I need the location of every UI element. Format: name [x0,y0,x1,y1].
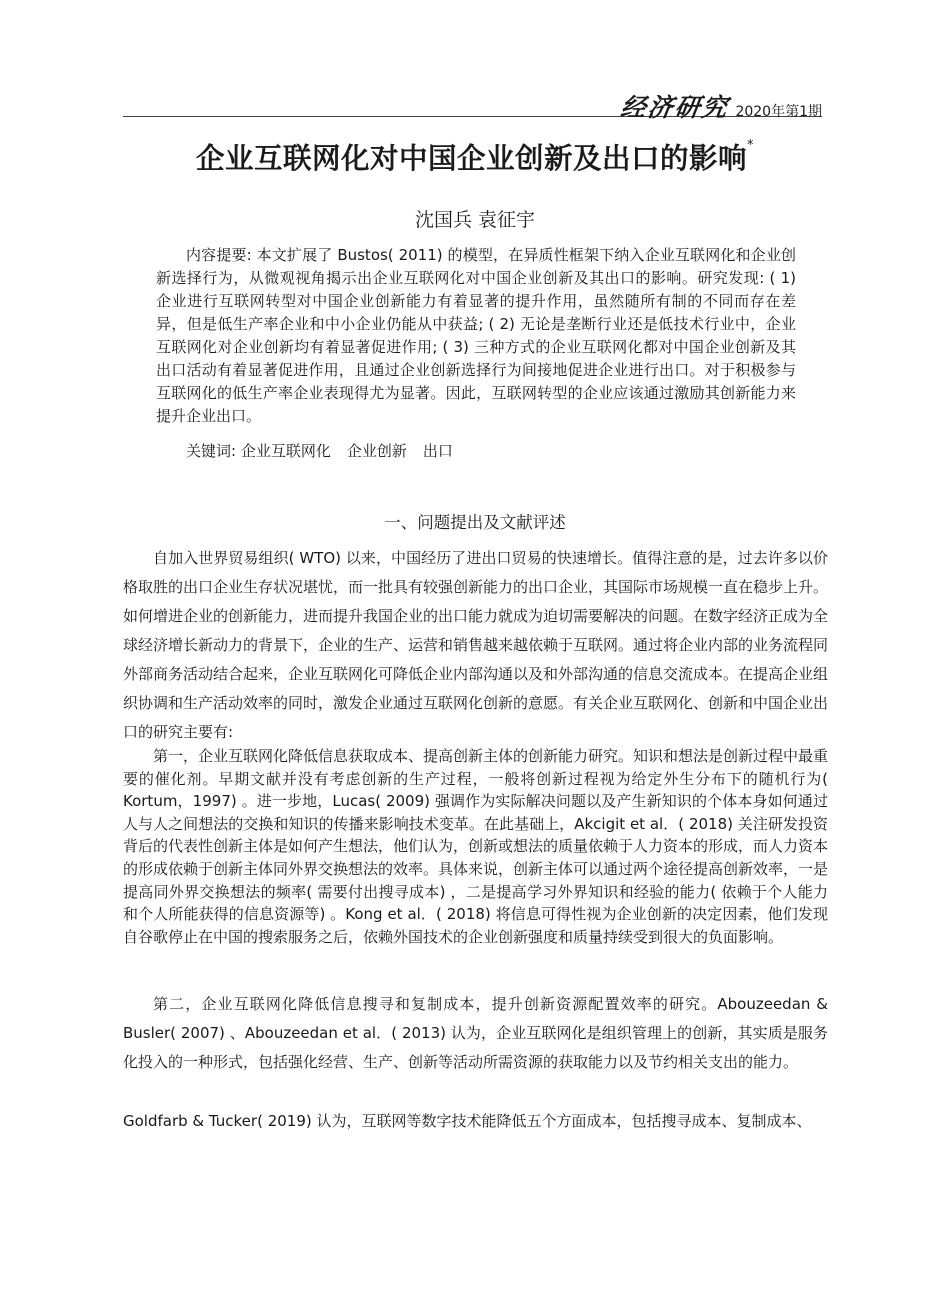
keywords-label: 关键词: [186,442,241,460]
journal-logo: 经济研究 [619,93,732,122]
body-paragraph-4: Goldfarb & Tucker( 2019) 认为，互联网等数字技术能降低五个方面成本，包括搜寻成本、复制成本、 [123,1112,812,1130]
journal-masthead [621,88,822,124]
paper-title-text: 企业互联网化对中国企业创新及出口的影响 [195,142,747,175]
abstract: 内容提要: 本文扩展了 Bustos( 2011) 的模型，在异质性框架下纳入企业互联网化和企业创新选择行为，从微观视角揭示出企业互联网化对中国企业创新及其出口的影响。研究发现: ( 1) 企业进行互联网转型对中国企业创新能力有着显著的提升作用，虽然随所有制的不同而存在差异，但是低生产率企业和中小企业仍能从中获益; ( 2) 无论是垄断行业还是低技术行业中，企业互联网化对企业创新均有着显著促进作用; ( 3) 三种方式的企业互联网化都对中国企业创新及其出口活动有着显著促进作用，且通过企业创新选择行为间接地促进企业进行出口。对于积极参与互联网化的低生产率企业表现得尤为显著。因此，互联网转型的企业应该通过激励其创新能力来提升企业出口。 [156,246,796,425]
body-paragraph-2: 第一，企业互联网化降低信息获取成本、提高创新主体的创新能力研究。知识和想法是创新过程中最重要的催化剂。早期文献并没有考虑创新的生产过程，一般将创新过程视为给定外生分布下的随机行为( Kortum，1997) 。进一步地，Lucas( 2009) 强调作为实际解决问题以及产生新知识的个体本身如何通过人与人之间想法的交换和知识的传播来影响技术变革。在此基础上，Akcigit et al．( 2018) 关注研发投资背后的代表性创新主体是如何产生想法，他们认为，创新或想法的质量依赖于人力资本的形成，而人力资本的形成依赖于创新主体同外界交换想法的效率。具体来说，创新主体可以通过两个途径提高创新效率，一是提高同外界交换想法的频率( 需要付出搜寻成本) ，二是提高学习外界知识和经验的能力( 依赖于个人能力和个人所能获得的信息资源等) 。Kong et al．( 2018) 将信息可得性视为企业创新的决定因素，他们发现自谷歌停止在中国的搜索服务之后，依赖外国技术的企业创新强度和质量持续受到很大的负面影响。 [123,747,829,946]
keyword-3: 出口 [422,442,453,460]
body-paragraph-3: 第二，企业互联网化降低信息搜寻和复制成本，提升创新资源配置效率的研究。Abouzeedan & Busler( 2007) 、Abouzeedan et al．( 2013) 认为，企业互联网化是组织管理上的创新，其实质是服务化投入的一种形式，包括强化经营、生产、创新等活动所需资源的获取能力以及节约相关支出的能力。 [123,995,828,1071]
section-heading: 一、问题提出及文献评述 [384,513,566,532]
paper-title [0,136,950,177]
keyword-1: 企业互联网化 [240,442,331,460]
body-paragraph-1: 自加入世界贸易组织( WTO) 以来，中国经历了进出口贸易的快速增长。值得注意的是，过去许多以价格取胜的出口企业生存状况堪忧，而一批具有较强创新能力的出口企业，其国际市场规模一直在稳步上升。如何增进企业的创新能力，进而提升我国企业的出口能力就成为迫切需要解决的问题。在数字经济正成为全球经济增长新动力的背景下，企业的生产、运营和销售越来越依赖于互联网。通过将企业内部的业务流程同外部商务活动结合起来，企业互联网化可降低企业内部沟通以及和外部沟通的信息交流成本。在提高企业组织协调和生产活动效率的同时，激发企业通过互联网化创新的意愿。有关企业互联网化、创新和中国企业出口的研究主要有: [123,549,829,741]
journal-issue: 2020年第1期 [735,104,822,120]
page-header [123,84,822,122]
keyword-2: 企业创新 [346,442,407,460]
title-footnote-mark: * [747,138,754,153]
keywords [156,440,796,463]
paper-authors: 沈国兵 袁征宇 [414,209,536,231]
